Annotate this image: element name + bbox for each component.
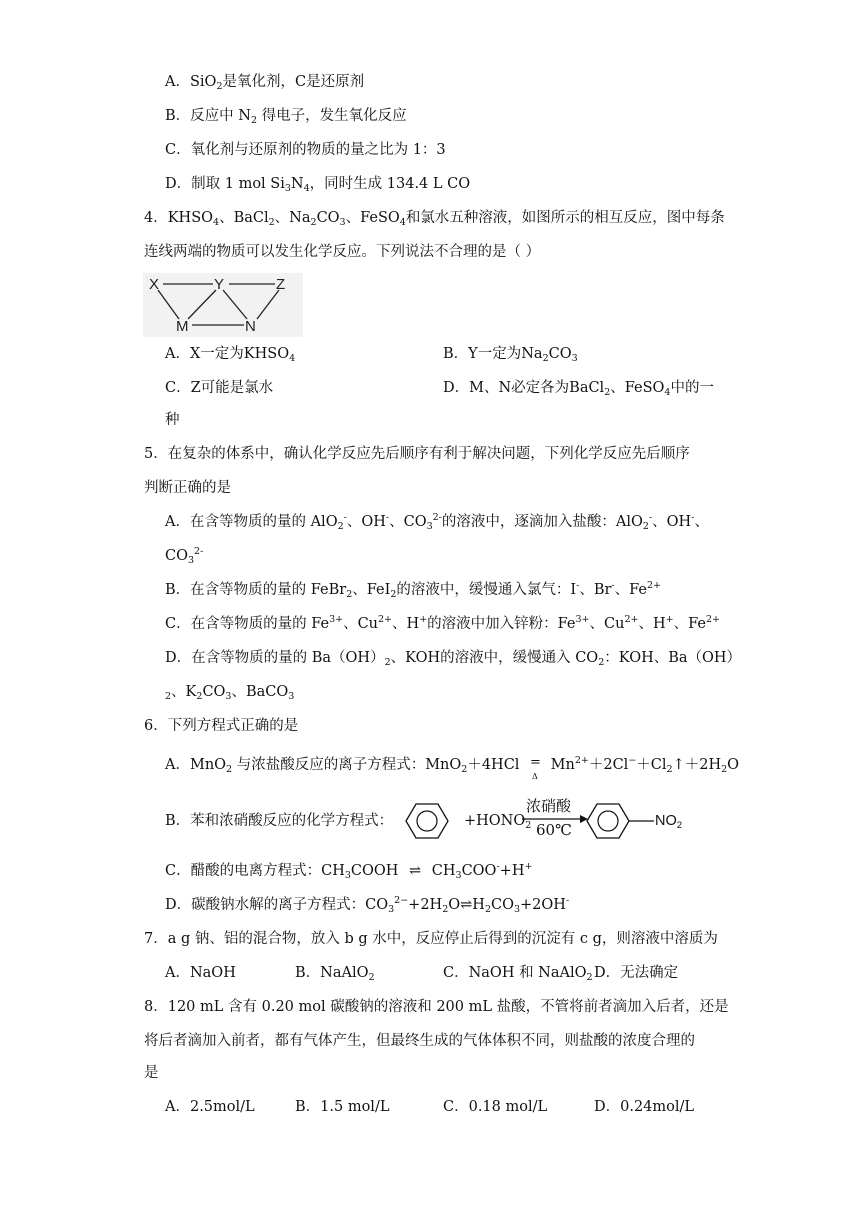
q8-option-a: A．2.5mol/L [165, 1099, 255, 1115]
equilibrium-arrow-icon: ⇌ [409, 863, 422, 879]
node-n: N [245, 318, 256, 335]
q3-option-d: D．制取 1 mol $Si_3N_4$，同时生成 134.4 L CO [165, 176, 471, 194]
q5-stem-line2: 判断正确的是 [144, 480, 231, 496]
q5-option-a: A．在含等物质的量的 AlO$_2$-、OH-、$CO_3^{2-}$的溶液中，逐滴加入盐酸：AlO$_2$-、OH-、 [165, 512, 709, 532]
q4-option-c: C．Z可能是氯水 [165, 380, 274, 396]
q4-option-b: B．Y一定为$Na_2CO_3$ [443, 346, 578, 364]
q5-option-d-wrap: $_2$、$K_2CO_3$、BaCO$_3$ [165, 684, 295, 702]
q5-option-a-wrap: $CO_3^{2-}$ [165, 546, 204, 566]
q8-option-c: C．0.18 mol/L [443, 1099, 548, 1115]
q8-stem-line2: 将后者滴加入前者，都有气体产生，但最终生成的气体体积不同，则盐酸的浓度合理的 [144, 1033, 695, 1049]
q5-option-b: B．在含等物质的量的 FeBr$_2$、FeI$_2$的溶液中，缓慢通入氯气：I-、Br-、$Fe^{2+}$ [165, 580, 662, 600]
q7-option-b: B．NaAlO$_2$ [295, 965, 375, 983]
q6-b-reagent: $+HONO_2$ [464, 813, 532, 831]
q4-option-d: D．M、N必定各为BaCl$_2$、FeSO$_4$中的一 [443, 380, 714, 398]
q6-b-product: $NO_2$ [655, 813, 683, 831]
q7-option-a: A．NaOH [165, 965, 236, 981]
q8-stem: 8．120 mL 含有 0.20 mol 碳酸钠的溶液和 200 mL 盐酸，不管将前者滴加入后者，还是 [144, 999, 729, 1015]
q4-option-d-wrap: 种 [165, 412, 180, 428]
q6-option-c: C．醋酸的电离方程式：$CH_3COOH$ ⇌ $CH_3COO^-+H^+$ [165, 861, 533, 881]
nitrobenzene-ring-icon [586, 802, 656, 840]
q4-stem: 4．$KHSO_4$、BaCl$_2$、$Na_2CO_3$、FeSO$_4$和氯水五种溶液，如图所示的相互反应，图中每条 [144, 210, 725, 228]
q6-stem: 6．下列方程式正确的是 [144, 718, 299, 734]
q6-option-d: D．碳酸钠水解的离子方程式：$CO_3^{2-}+2H_2O\rightleftharpoons H_2CO_3+2OH^-$ [165, 895, 570, 915]
q5-option-d: D．在含等物质的量的 $Ba(OH)_2$、KOH的溶液中，缓慢通入 $CO_2$：KOH、Ba（OH） [165, 650, 742, 668]
node-z: Z [276, 276, 286, 293]
heat-arrow: = Δ [530, 755, 541, 781]
q6-b-condition-top: 浓硝酸 [526, 797, 572, 815]
q6-b-condition-bottom: 60℃ [536, 821, 572, 839]
q6-option-b: B．苯和浓硝酸反应的化学方程式： [165, 813, 394, 829]
q4-stem-line2: 连线两端的物质可以发生化学反应。下列说法不合理的是（ ） [144, 244, 541, 260]
q8-stem-line3: 是 [144, 1065, 159, 1081]
q5-stem: 5．在复杂的体系中，确认化学反应先后顺序有利于解决问题，下列化学反应先后顺序 [144, 446, 690, 462]
q8-option-d: D．0.24mol/L [594, 1099, 695, 1115]
q8-option-b: B．1.5 mol/L [295, 1099, 390, 1115]
q3-option-b: B．反应中 $N_2$ 得电子，发生氧化反应 [165, 108, 407, 126]
benzene-icon [405, 802, 449, 840]
q3-option-a: A．SiO$_2$是氧化剂，C是还原剂 [165, 74, 365, 92]
q4-reaction-diagram [143, 273, 303, 337]
q7-stem: 7．a g 钠、铝的混合物，放入 b g 水中，反应停止后得到的沉淀有 c g，则溶液中溶质为 [144, 931, 718, 947]
q3-option-c: C．氧化剂与还原剂的物质的量之比为 1：3 [165, 142, 446, 158]
node-y: Y [214, 276, 225, 293]
q6-option-a: A．MnO$_2$ 与浓盐酸反应的离子方程式：MnO$_2$＋4HCl = Δ $Mn^{2+}+2Cl^-+Cl_2↑+2H_2O$ [165, 755, 740, 781]
node-x: X [149, 276, 160, 293]
q7-option-d: D．无法确定 [594, 965, 679, 981]
q7-option-c: C．NaOH 和 NaAlO$_2$ [443, 965, 593, 983]
q4-option-a: A．X一定为$KHSO_4$ [165, 346, 296, 364]
q5-option-c: C．在含等物质的量的 $Fe^{3+}$、$Cu^{2+}$、H+的溶液中加入锌粉：$Fe^{3+}$、$Cu^{2+}$、H+、$Fe^{2+}$ [165, 614, 720, 632]
node-m: M [176, 318, 189, 335]
equilibrium-arrow-icon: ⇌ [460, 897, 473, 913]
